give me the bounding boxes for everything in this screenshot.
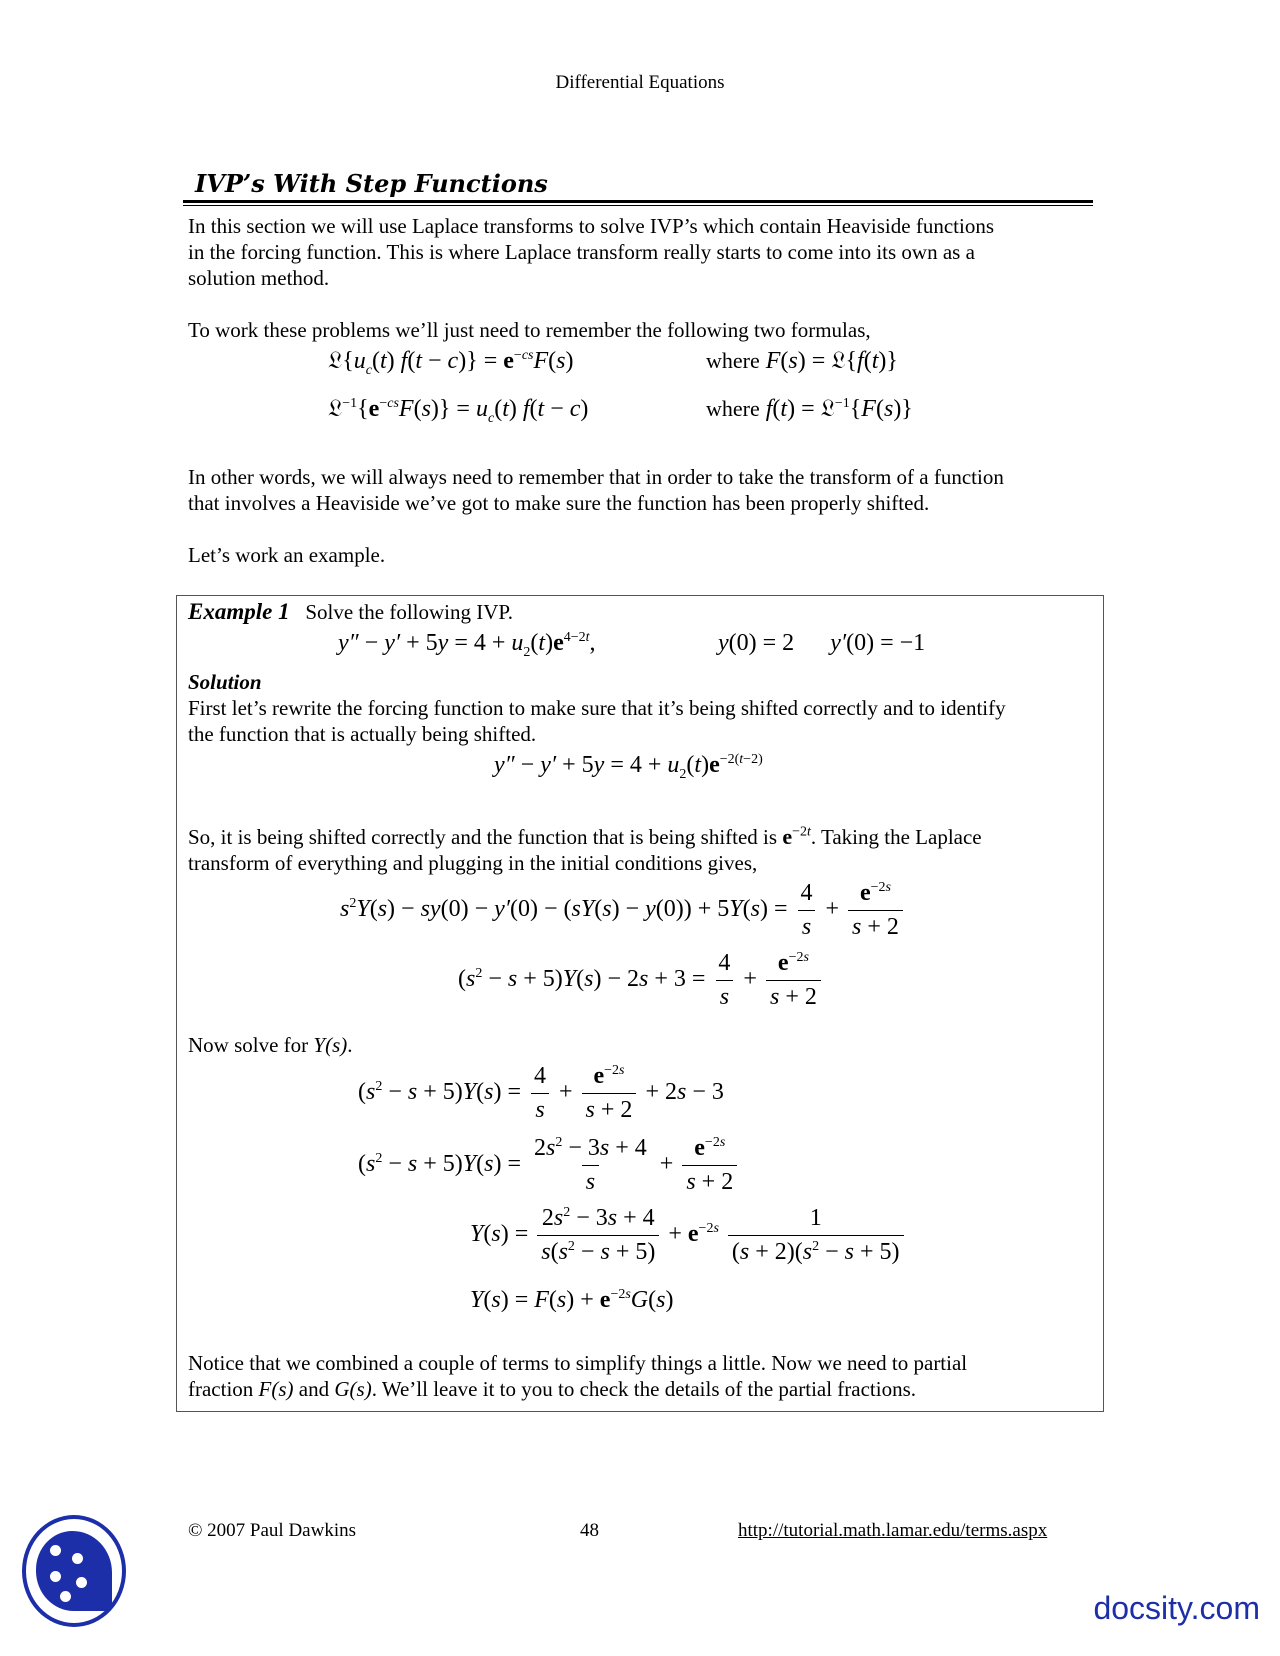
p2-line-1 xyxy=(188,824,982,850)
formula-1: $𝔏\{u_c(t) f(t - c)\} = e^{-cs}F(s)$ xyxy=(328,348,574,378)
logo-dot xyxy=(50,1571,61,1582)
solve-for-line xyxy=(188,1032,353,1058)
logo-dot xyxy=(76,1577,87,1588)
p1-line-2: the function that is actually being shifted. xyxy=(188,722,537,746)
solution-heading: Solution xyxy=(188,670,262,694)
docsity-brand[interactable]: docsity.com xyxy=(1093,1590,1260,1626)
laplace-equation-2: $(s^2 - s + 5)Y(s) - 2s + 3$ = $\frac{4}{s}$ + $\frac{e^{-2s}}{s + 2}$ xyxy=(458,950,824,1011)
where-label-2: where xyxy=(706,396,760,421)
solve-for-var: Y(s) xyxy=(313,1033,348,1057)
footer-copyright: © 2007 Paul Dawkins xyxy=(188,1520,357,1541)
intro-line-1: In this section we will use Laplace transforms to solve IVP’s which contain Heaviside functions xyxy=(188,214,994,238)
solve-step-2: $(s^2 - s + 5)Y(s)$ = $\frac{2s^2 - 3s + 4}{s}$ + $\frac{e^{-2s}}{s + 2}$ xyxy=(358,1135,740,1196)
section-title: IVP’s With Step Functions xyxy=(195,169,548,198)
title-rule-thin xyxy=(183,205,1093,206)
words-line-2: that involves a Heaviside we’ve got to make sure the function has been properly shifted. xyxy=(188,491,930,515)
formula-2: $𝔏^{-1}\{e^{-cs}F(s)\} = u_c(t) f(t - c)$ xyxy=(328,396,589,426)
footer-terms-link[interactable]: http://tutorial.math.lamar.edu/terms.aspx xyxy=(738,1520,1048,1541)
lets-work: Let’s work an example. xyxy=(188,543,386,567)
shifted-function: $e^{-2t}$ xyxy=(782,824,811,849)
notice-text-a: fraction xyxy=(188,1377,259,1401)
ivp-initial-conditions: y(0) = 2 y′(0) = −1 xyxy=(718,630,926,656)
logo-dot xyxy=(72,1553,83,1564)
title-rule xyxy=(183,200,1093,203)
p1-line-1: First let’s rewrite the forcing function to make sure that it’s being shifted correctly and to identify xyxy=(188,696,1006,720)
notice-line-2 xyxy=(188,1376,916,1402)
rewritten-equation: $y'' - y' + 5y = 4 + u_2(t)e^{-2(t-2)}$ xyxy=(494,752,763,782)
words-line-1: In other words, we will always need to remember that in order to take the transform of a function xyxy=(188,465,1004,489)
p2-line-2: transform of everything and plugging in the initial conditions gives, xyxy=(188,851,758,875)
formulas-intro: To work these problems we’ll just need to remember the following two formulas, xyxy=(188,318,871,342)
solve-step-1: $(s^2 - s + 5)Y(s)$ = $\frac{4}{s}$ + $\frac{e^{-2s}}{s + 2}$ + 2s − 3 xyxy=(358,1063,724,1123)
solve-for-period: . xyxy=(347,1033,353,1057)
logo-dot xyxy=(50,1545,61,1556)
formula-2-where: where f(t) = 𝔏$^{-1}${F(s)} xyxy=(706,396,913,422)
docsity-logo-icon[interactable] xyxy=(22,1515,126,1627)
notice-var-g: G(s) xyxy=(334,1377,372,1401)
solve-step-3: Y(s) = $\frac{2s^2 - 3s + 4}{s(s^2 - s + 5)}$ + $e^{-2s}$ $\frac{1}{(s + 2)(s^2 - s + 5)}$ xyxy=(470,1205,907,1266)
page-header-title: Differential Equations xyxy=(555,72,725,93)
laplace-equation-1: $s^2Y(s) - sy(0) - y'(0) - (sY(s) - y(0)) + 5Y(s)$ = $\frac{4}{s}$ + $\frac{e^{-2s}}{s + 2}$ xyxy=(340,880,906,941)
logo-dot xyxy=(60,1591,71,1602)
notice-var-f: F(s) xyxy=(258,1377,294,1401)
logo-shape xyxy=(36,1531,112,1611)
ivp-equation: $y'' - y' + 5y = 4 + u_2(t)e^{4-2t}$, xyxy=(338,630,596,660)
notice-text-e: . We’ll leave it to you to check the details of the partial fractions. xyxy=(371,1377,917,1401)
formula-1-where: where F(s) = 𝔏{f(t)} xyxy=(706,348,898,374)
example-label: Example 1 xyxy=(188,599,290,624)
solve-for-text: Now solve for xyxy=(188,1033,314,1057)
example-heading xyxy=(188,599,513,625)
notice-line-1: Notice that we combined a couple of terms to simplify things a little. Now we need to partial xyxy=(188,1351,968,1375)
where-label-1: where xyxy=(706,348,760,373)
example-prompt: Solve the following IVP. xyxy=(305,600,514,624)
footer-page-number: 48 xyxy=(580,1520,599,1541)
p2-text-b: . Taking the Laplace xyxy=(810,825,982,849)
intro-line-3: solution method. xyxy=(188,266,330,290)
solve-step-4: $Y(s) = F(s) + e^{-2s}G(s)$ xyxy=(470,1287,674,1313)
intro-line-2: in the forcing function. This is where Laplace transform really starts to come into its own as a xyxy=(188,240,975,264)
solution-label xyxy=(188,669,262,695)
notice-text-c: and xyxy=(293,1377,335,1401)
p2-text-a: So, it is being shifted correctly and the function that is being shifted is xyxy=(188,825,778,849)
